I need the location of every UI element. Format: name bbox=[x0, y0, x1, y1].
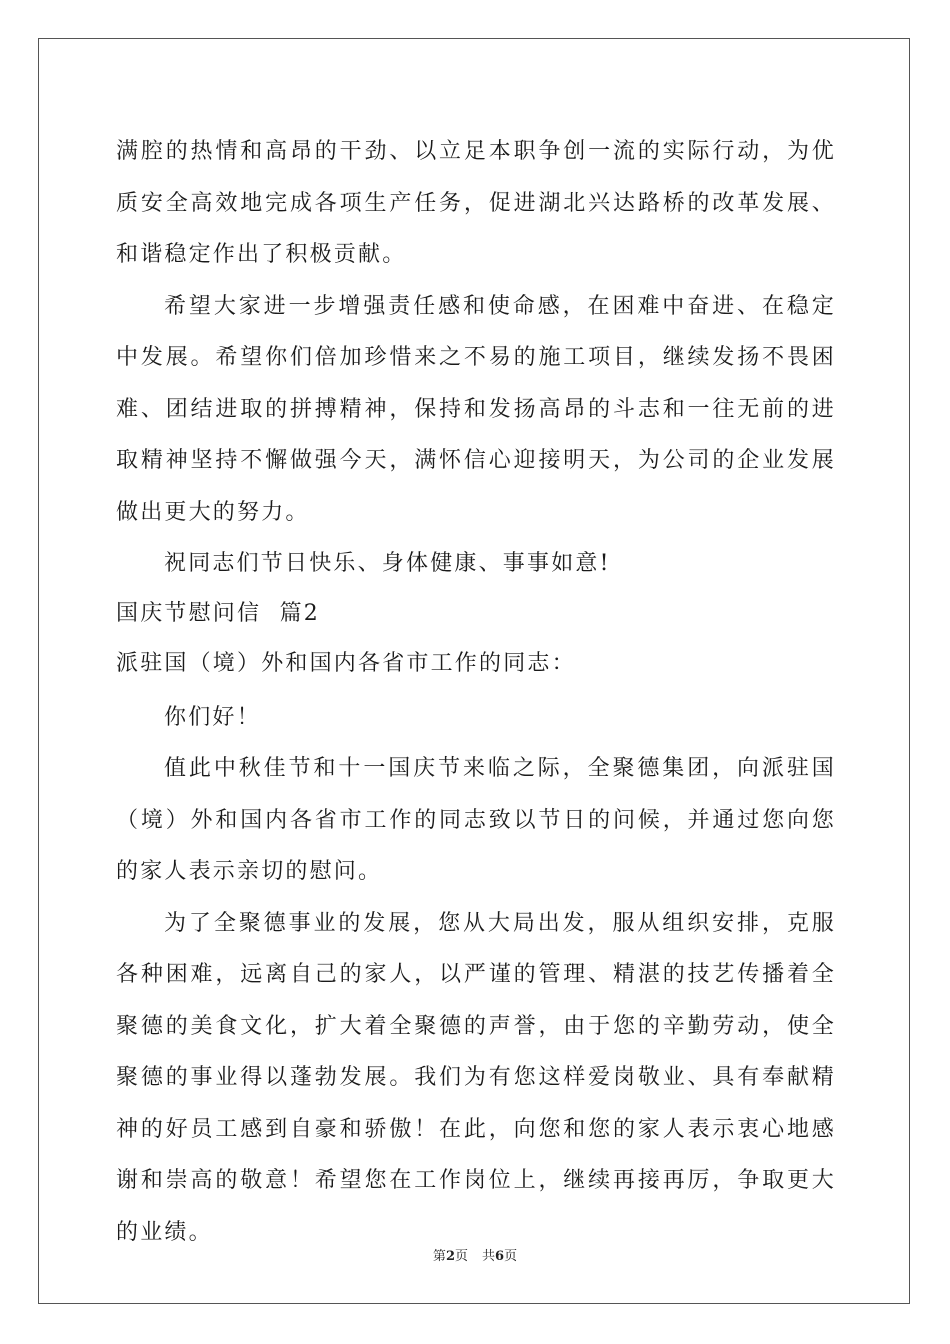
paragraph-1: 满腔的热情和高昂的干劲、以立足本职争创一流的实际行动，为优质安全高效地完成各项生产任务，促进湖北兴达路桥的改革发展、和谐稳定作出了积极贡献。 bbox=[116, 139, 836, 267]
greeting: 你们好！ bbox=[164, 704, 261, 730]
page-total: 6 bbox=[495, 1249, 505, 1264]
total-prefix: 共 bbox=[482, 1249, 496, 1264]
paragraph-5: 为了全聚德事业的发展，您从大局出发，服从组织安排，克服各种困难，远离自己的家人，以严谨的管理、精湛的技艺传播着全聚德的美食文化，扩大着全聚德的声誉，由于您的辛勤劳动，使全聚德的事业得以蓬勃发展。我们为有您这样爱岗敬业、具有奉献精神的好员工感到自豪和骄傲！在此，向您和您的家人表示衷心地感谢和崇高的敬意！希望您在工作岗位上，继续再接再厉，争取更大的业绩。 bbox=[116, 910, 836, 1245]
total-suffix: 页 bbox=[504, 1249, 518, 1264]
paragraph-2: 希望大家进一步增强责任感和使命感，在困难中奋进、在稳定中发展。希望你们倍加珍惜来之不易的施工项目，继续发扬不畏困难、团结进取的拼搏精神，保持和发扬高昂的斗志和一往无前的进取精神坚持不懈做强今天，满怀信心迎接明天，为公司的企业发展做出更大的努力。 bbox=[116, 293, 836, 525]
page-suffix: 页 bbox=[454, 1249, 468, 1264]
salutation: 派驻国（境）外和国内各省市工作的同志： bbox=[116, 650, 576, 676]
section-title: 国庆节慰问信 篇2 bbox=[116, 600, 320, 626]
document-body bbox=[116, 126, 836, 1258]
page-footer bbox=[0, 1245, 950, 1264]
paragraph-4: 值此中秋佳节和十一国庆节来临之际，全聚德集团，向派驻国（境）外和国内各省市工作的同志致以节日的问候，并通过您向您的家人表示亲切的慰问。 bbox=[116, 756, 836, 884]
page-current: 2 bbox=[445, 1249, 455, 1264]
page-prefix: 第 bbox=[432, 1249, 446, 1264]
paragraph-3: 祝同志们节日快乐、身体健康、事事如意! bbox=[164, 551, 611, 576]
